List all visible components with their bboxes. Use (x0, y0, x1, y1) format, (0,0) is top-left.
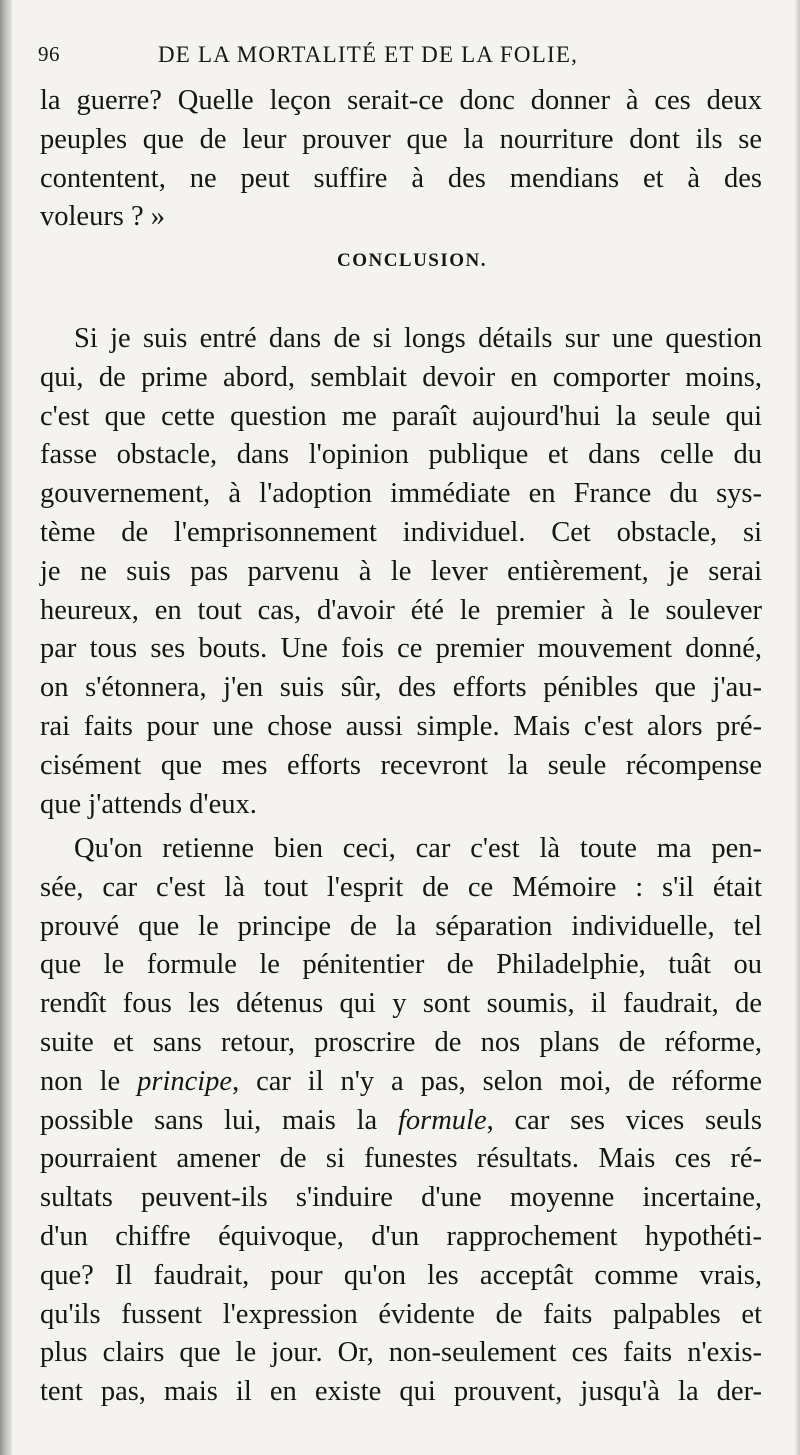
text-line: c'est que cette question me paraît aujourd'hui la seule qui (40, 400, 762, 432)
italic-word-principe: principe (137, 1065, 233, 1097)
text-segment: non le (40, 1065, 138, 1097)
text-line: fasse obstacle, dans l'opinion publique et dans celle du (40, 439, 762, 471)
second-paragraph (40, 830, 762, 1412)
text-line: que? Il faudrait, pour qu'on les acceptât comme vrais, (40, 1259, 762, 1291)
text-line: Si je suis entré dans de si longs détails sur une question (74, 323, 762, 354)
text-line: peuples que de leur prouver que la nourriture dont ils se (40, 123, 762, 155)
text-line: rendît fous les détenus qui y sont soumis, il faudrait, de (40, 988, 762, 1020)
text-line: heureux, en tout cas, d'avoir été le premier à le soulever (40, 594, 762, 626)
text-line: prouvé que le principe de la séparation individuelle, tel (40, 910, 762, 942)
text-line: tème de l'emprisonnement individuel. Cet obstacle, si (40, 516, 762, 548)
text-line: voleurs ? » (40, 201, 166, 233)
running-head: DE LA MORTALITÉ ET DE LA FOLIE, (158, 42, 579, 67)
text-line: d'un chiffre équivoque, d'un rapprochement hypothéti- (40, 1220, 762, 1252)
text-line: tent pas, mais il en existe qui prouvent, jusqu'à la der- (40, 1376, 762, 1408)
text-line: pourraient amener de si funestes résultats. Mais ces ré- (40, 1143, 762, 1175)
text-line: la guerre? Quelle leçon serait-ce donc donner à ces deux (40, 85, 762, 116)
text-line (40, 1102, 762, 1141)
text-line: contentent, ne peut suffire à des mendians et à des (40, 162, 762, 194)
text-line: sultats peuvent-ils s'induire d'une moyenne incertaine, (40, 1182, 762, 1214)
text-segment: , car ses vices seuls (486, 1104, 762, 1136)
text-segment: , car il n'y a pas, selon moi, de réforme (232, 1065, 762, 1097)
text-line: je ne suis pas parvenu à le lever entièrement, je serai (40, 555, 762, 587)
quote-ending (40, 82, 762, 237)
text-line (40, 1063, 762, 1102)
text-line: plus clairs que le jour. Or, non-seulement ces faits n'exis- (40, 1337, 762, 1369)
page-number: 96 (38, 42, 60, 66)
section-heading-text: CONCLUSION. (336, 250, 488, 271)
text-line: par tous ses bouts. Une fois ce premier mouvement donné, (40, 633, 762, 665)
text-line: on s'étonnera, j'en suis sûr, des efforts pénibles que j'au- (40, 672, 762, 704)
text-line: suite et sans retour, proscrire de nos plans de réforme, (40, 1026, 762, 1058)
italic-word-formule: formule (397, 1104, 487, 1136)
text-line: que le formule le pénitentier de Philadelphie, tuât ou (40, 949, 762, 981)
text-line: qui, de prime abord, semblait devoir en comporter moins, (40, 361, 762, 393)
text-line: Qu'on retienne bien ceci, car c'est là toute ma pen- (74, 833, 762, 864)
section-heading (0, 250, 800, 272)
text-segment: possible sans lui, mais la (40, 1104, 398, 1136)
text-line: que j'attends d'eux. (40, 788, 257, 820)
text-line: sée, car c'est là tout l'esprit de ce Mémoire : s'il était (40, 871, 762, 903)
conclusion-paragraph (40, 320, 762, 824)
text-line: rai faits pour une chose aussi simple. Mais c'est alors pré- (40, 710, 762, 742)
page-header (30, 40, 770, 80)
text-line: cisément que mes efforts recevront la seule récompense (40, 749, 762, 781)
text-line: gouvernement, à l'adoption immédiate en France du sys- (40, 478, 762, 510)
text-line: qu'ils fussent l'expression évidente de faits palpables et (40, 1298, 762, 1330)
